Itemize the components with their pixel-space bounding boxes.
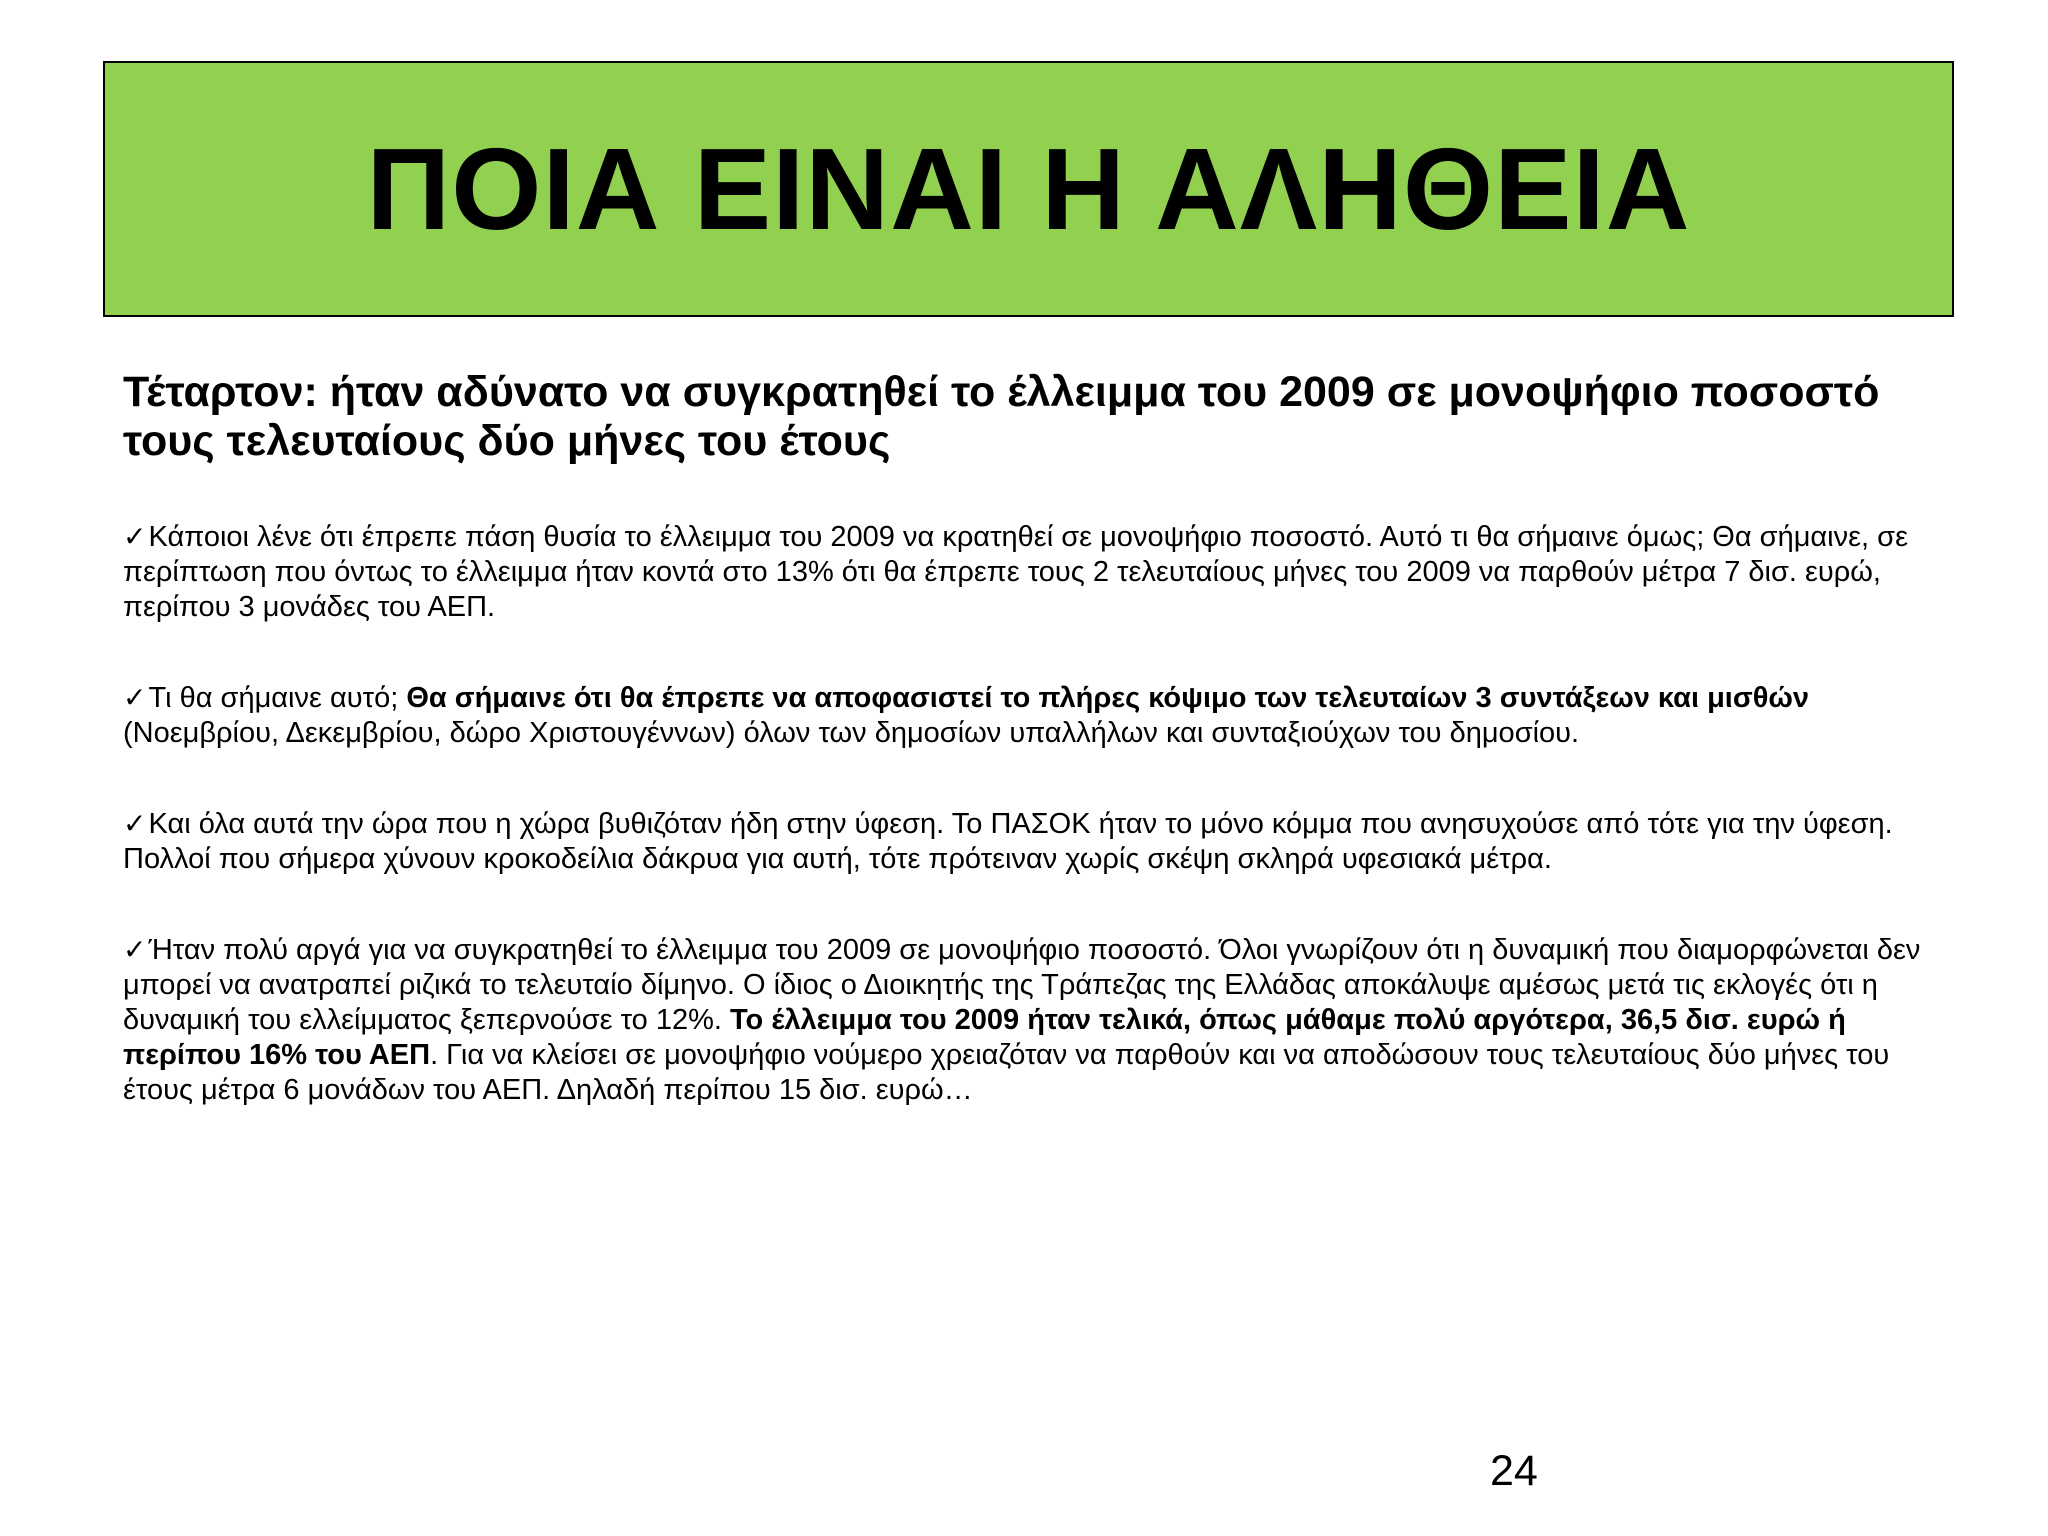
checkmark-icon: ✓ — [123, 520, 147, 553]
bullet-item — [123, 519, 1923, 625]
bullet-text-bold: Θα σήμαινε ότι θα έπρεπε να αποφασιστεί το πλήρες κόψιμο των τελευταίων 3 συντάξεων και μισθών — [406, 682, 1810, 714]
checkmark-icon: ✓ — [123, 681, 147, 714]
bullet-item — [123, 932, 1923, 1108]
slide-title: ΠΟΙΑ ΕΙΝΑΙ Η ΑΛΗΘΕΙΑ — [366, 124, 1691, 254]
page-number: 24 — [1490, 1447, 1538, 1495]
bullet-text: Και όλα αυτά την ώρα που η χώρα βυθιζόταν ήδη στην ύφεση. Το ΠΑΣΟΚ ήταν το μόνο κόμμα που ανησυχούσε από τότε για την ύφεση. Πολλοί που σήμερα χύνουν κροκοδείλια δάκρυα για αυτή, τότε πρότειναν χωρίς σκέψη σκληρά υφεσιακά μέτρα. — [123, 808, 1893, 875]
checkmark-icon: ✓ — [123, 807, 147, 840]
checkmark-icon: ✓ — [123, 933, 147, 966]
bullet-text-pre: Ήταν πολύ αργά για να συγκρατηθεί το έλλειμμα του 2009 σε μονοψήφιο ποσοστό. Όλοι γνωρίζουν ότι η δυναμική που διαμορφώνεται δεν μπορεί να ανατραπεί ριζικά το τελευταίο δίμηνο. Ο ίδιος ο Διοικητής της Τράπεζας της Ελλάδας αποκάλυψε αμέσως μετά τις εκλογές ότι η δυναμική του ελλείμματος ξεπερνούσε το 12%. — [123, 934, 1921, 1036]
bullet-text: Κάποιοι λένε ότι έπρεπε πάση θυσία το έλλειμμα του 2009 να κρατηθεί σε μονοψήφιο ποσοστό. Αυτό τι θα σήμαινε όμως; Θα σήμαινε, σε περίπτωση που όντως το έλλειμμα ήταν κοντά στο 13% ότι θα έπρεπε τους 2 τελευταίους μήνες του 2009 να παρθούν μέτρα 7 δισ. ευρώ, περίπου 3 μονάδες του ΑΕΠ. — [123, 521, 1908, 623]
slide-subtitle: Τέταρτον: ήταν αδύνατο να συγκρατηθεί το έλλειμμα του 2009 σε μονοψήφιο ποσοστό τους τελευταίους δύο μήνες του έτους — [123, 368, 1880, 465]
title-banner — [103, 61, 1954, 317]
bullet-text-bold: Το έλλειμμα του 2009 ήταν τελικά, όπως μάθαμε πολύ αργότερα, 36,5 δισ. ευρώ ή περίπου 16% του ΑΕΠ — [123, 1004, 1846, 1071]
bullet-item — [123, 806, 1923, 877]
bullet-item — [123, 680, 1923, 751]
bullet-text-pre: Τι θα σήμαινε αυτό; — [148, 682, 407, 714]
bullet-list — [123, 519, 1923, 1163]
bullet-text-post: . Για να κλείσει σε μονοψήφιο νούμερο χρειαζόταν να παρθούν και να αποδώσουν τους τελευταίους δύο μήνες του έτους μέτρα 6 μονάδων του ΑΕΠ. Δηλαδή περίπου 15 δισ. ευρώ… — [123, 1039, 1890, 1106]
bullet-text-post: (Νοεμβρίου, Δεκεμβρίου, δώρο Χριστουγέννων) όλων των δημοσίων υπαλλήλων και συνταξιούχων του δημοσίου. — [123, 717, 1580, 749]
